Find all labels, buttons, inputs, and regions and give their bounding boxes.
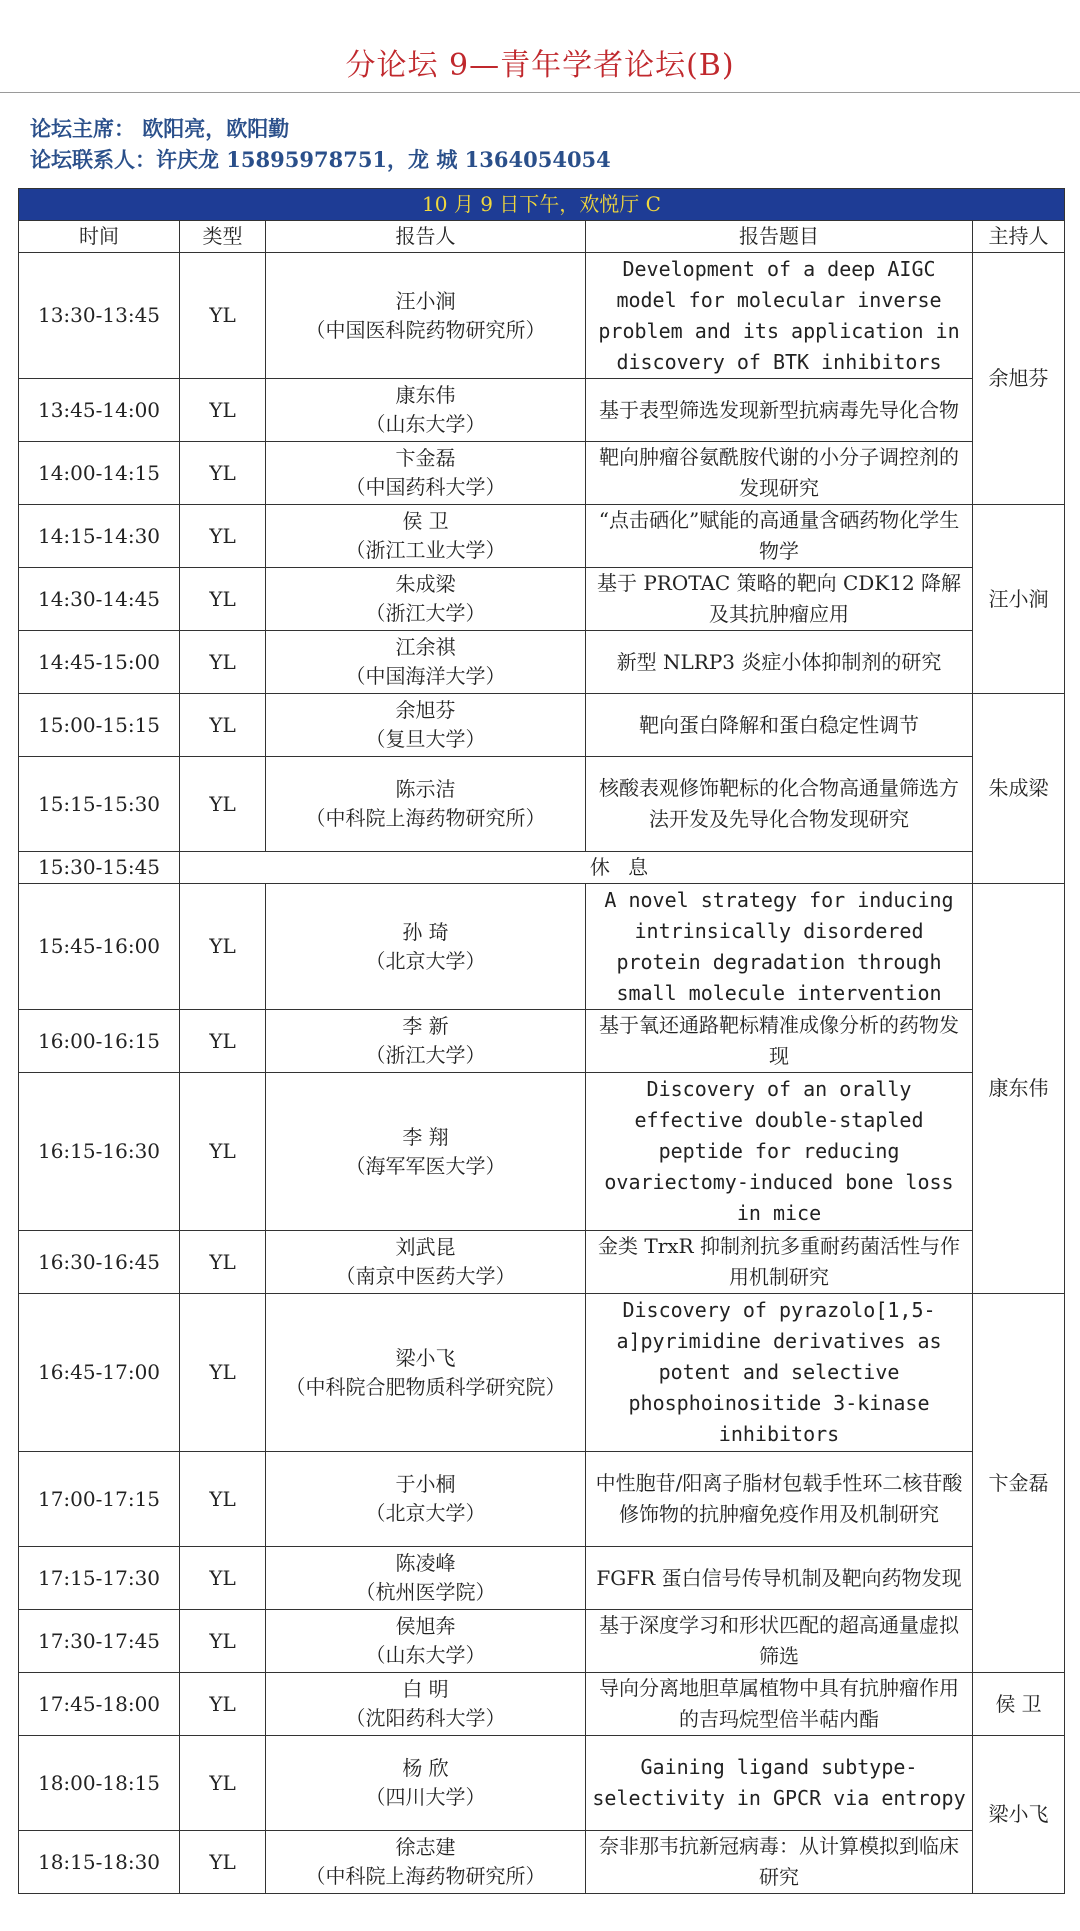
speaker-affiliation: （中科院上海药物研究所） bbox=[305, 806, 546, 830]
speaker-affiliation: （浙江大学） bbox=[365, 1043, 486, 1067]
table-row bbox=[19, 1736, 1065, 1831]
topic-cell: FGFR 蛋白信号传导机制及靶向药物发现 bbox=[586, 1547, 973, 1610]
time-cell: 15:30-15:45 bbox=[19, 852, 180, 884]
speaker-cell bbox=[266, 1231, 586, 1294]
speaker-name: 汪小涧 bbox=[395, 288, 456, 313]
host-cell: 梁小飞 bbox=[973, 1736, 1065, 1894]
speaker-cell bbox=[266, 884, 586, 1010]
speaker-name: 陈示洁 bbox=[395, 777, 456, 801]
time-cell: 17:00-17:15 bbox=[19, 1452, 180, 1547]
type-cell: YL bbox=[180, 1073, 266, 1231]
page-title: 分论坛 9—青年学者论坛(B) bbox=[345, 48, 735, 83]
type-cell: YL bbox=[180, 1673, 266, 1736]
time-cell: 18:00-18:15 bbox=[19, 1736, 180, 1831]
type-cell: YL bbox=[180, 505, 266, 568]
time-cell: 13:45-14:00 bbox=[19, 379, 180, 442]
table-row bbox=[19, 1610, 1065, 1673]
table-row bbox=[19, 568, 1065, 631]
time-cell: 17:30-17:45 bbox=[19, 1610, 180, 1673]
type-cell: YL bbox=[180, 884, 266, 1010]
topic-cell: 核酸表观修饰靶标的化合物高通量筛选方法开发及先导化合物发现研究 bbox=[586, 757, 973, 852]
type-cell: YL bbox=[180, 757, 266, 852]
host-cell: 余旭芬 bbox=[973, 253, 1065, 505]
speaker-name: 孙 琦 bbox=[402, 919, 449, 944]
time-cell: 15:15-15:30 bbox=[19, 757, 180, 852]
speaker-cell bbox=[266, 694, 586, 757]
topic-cell: Gaining ligand subtype-selectivity in GPCR via entropy bbox=[586, 1736, 973, 1831]
speaker-cell bbox=[266, 1294, 586, 1452]
table-row bbox=[19, 1231, 1065, 1294]
time-cell: 14:30-14:45 bbox=[19, 568, 180, 631]
speaker-name: 于小桐 bbox=[395, 1472, 456, 1496]
speaker-name: 李 翔 bbox=[402, 1124, 449, 1149]
host-cell: 卞金磊 bbox=[973, 1294, 1065, 1673]
table-row bbox=[19, 1831, 1065, 1894]
header-speaker: 报告人 bbox=[266, 221, 586, 253]
topic-cell: 基于氧还通路靶标精准成像分析的药物发现 bbox=[586, 1010, 973, 1073]
host-cell: 康东伟 bbox=[973, 884, 1065, 1294]
title-divider bbox=[0, 92, 1080, 93]
speaker-name: 李 新 bbox=[402, 1014, 449, 1038]
topic-cell: A novel strategy for inducing intrinsically disordered protein degradation through small molecule intervention bbox=[586, 884, 973, 1010]
time-cell: 14:45-15:00 bbox=[19, 631, 180, 694]
type-cell: YL bbox=[180, 1294, 266, 1452]
speaker-affiliation: （北京大学） bbox=[365, 948, 486, 973]
table-row bbox=[19, 852, 1065, 884]
type-cell: YL bbox=[180, 1452, 266, 1547]
time-cell: 16:45-17:00 bbox=[19, 1294, 180, 1452]
topic-cell: Development of a deep AIGC model for molecular inverse problem and its application in discovery of BTK inhibitors bbox=[586, 253, 973, 379]
speaker-cell bbox=[266, 568, 586, 631]
speaker-name: 侯旭奔 bbox=[395, 1614, 456, 1638]
speaker-affiliation: （浙江工业大学） bbox=[345, 538, 506, 562]
type-cell: YL bbox=[180, 253, 266, 379]
topic-cell: 基于 PROTAC 策略的靶向 CDK12 降解及其抗肿瘤应用 bbox=[586, 568, 973, 631]
speaker-affiliation: （中科院上海药物研究所） bbox=[305, 1864, 546, 1888]
speaker-name: 刘武昆 bbox=[395, 1235, 456, 1259]
speaker-name: 白 明 bbox=[402, 1677, 449, 1701]
speaker-affiliation: （复旦大学） bbox=[365, 727, 486, 751]
speaker-affiliation: （中科院合肥物质科学研究院） bbox=[285, 1374, 566, 1399]
topic-cell: Discovery of an orally effective double-stapled peptide for reducing ovariectomy-induced bone loss in mice bbox=[586, 1073, 973, 1231]
speaker-name: 卞金磊 bbox=[395, 446, 456, 470]
time-cell: 17:45-18:00 bbox=[19, 1673, 180, 1736]
speaker-affiliation: （北京大学） bbox=[365, 1501, 486, 1525]
table-row bbox=[19, 1010, 1065, 1073]
break-cell: 休 息 bbox=[180, 852, 1065, 884]
speaker-name: 陈凌峰 bbox=[395, 1551, 456, 1575]
topic-cell: 新型 NLRP3 炎症小体抑制剂的研究 bbox=[586, 631, 973, 694]
session-banner: 10 月 9 日下午，欢悦厅 C bbox=[19, 189, 1065, 221]
speaker-cell bbox=[266, 442, 586, 505]
topic-cell: Discovery of pyrazolo[1,5-a]pyrimidine derivatives as potent and selective phosphoinositide 3-kinase inhibitors bbox=[586, 1294, 973, 1452]
speaker-cell bbox=[266, 1073, 586, 1231]
session-banner-row bbox=[19, 189, 1065, 221]
table-row bbox=[19, 1673, 1065, 1736]
type-cell: YL bbox=[180, 1736, 266, 1831]
header-row bbox=[19, 221, 1065, 253]
type-cell: YL bbox=[180, 1010, 266, 1073]
type-cell: YL bbox=[180, 442, 266, 505]
type-cell: YL bbox=[180, 379, 266, 442]
speaker-affiliation: （杭州医学院） bbox=[355, 1580, 496, 1604]
topic-cell: 金类 TrxR 抑制剂抗多重耐药菌活性与作用机制研究 bbox=[586, 1231, 973, 1294]
speaker-cell bbox=[266, 505, 586, 568]
time-cell: 16:00-16:15 bbox=[19, 1010, 180, 1073]
time-cell: 14:15-14:30 bbox=[19, 505, 180, 568]
speaker-cell bbox=[266, 1831, 586, 1894]
speaker-affiliation: （沈阳药科大学） bbox=[345, 1706, 506, 1730]
time-cell: 17:15-17:30 bbox=[19, 1547, 180, 1610]
schedule-body bbox=[19, 253, 1065, 1894]
forum-contacts: 论坛联系人：许庆龙 15895978751，龙 城 1364054054 bbox=[30, 147, 611, 172]
speaker-cell bbox=[266, 1610, 586, 1673]
speaker-affiliation: （浙江大学） bbox=[365, 601, 486, 625]
table-row bbox=[19, 1294, 1065, 1452]
table-row bbox=[19, 631, 1065, 694]
forum-chairs: 论坛主席： 欧阳亮，欧阳勤 bbox=[30, 116, 290, 141]
speaker-cell bbox=[266, 1010, 586, 1073]
table-row bbox=[19, 442, 1065, 505]
topic-cell: 基于深度学习和形状匹配的超高通量虚拟筛选 bbox=[586, 1610, 973, 1673]
type-cell: YL bbox=[180, 1231, 266, 1294]
host-cell: 侯 卫 bbox=[973, 1673, 1065, 1736]
time-cell: 15:00-15:15 bbox=[19, 694, 180, 757]
time-cell: 16:30-16:45 bbox=[19, 1231, 180, 1294]
speaker-affiliation: （中国药科大学） bbox=[345, 475, 506, 499]
speaker-cell bbox=[266, 631, 586, 694]
speaker-affiliation: （山东大学） bbox=[365, 412, 486, 436]
speaker-cell bbox=[266, 1547, 586, 1610]
table-row bbox=[19, 1073, 1065, 1231]
time-cell: 13:30-13:45 bbox=[19, 253, 180, 379]
speaker-cell bbox=[266, 1736, 586, 1831]
speaker-name: 康东伟 bbox=[395, 383, 456, 407]
speaker-affiliation: （海军军医大学） bbox=[345, 1153, 506, 1178]
type-cell: YL bbox=[180, 1610, 266, 1673]
topic-cell: 导向分离地胆草属植物中具有抗肿瘤作用的吉玛烷型倍半萜内酯 bbox=[586, 1673, 973, 1736]
schedule-table bbox=[18, 188, 1065, 1894]
speaker-name: 杨 欣 bbox=[402, 1756, 449, 1780]
topic-cell: 靶向肿瘤谷氨酰胺代谢的小分子调控剂的发现研究 bbox=[586, 442, 973, 505]
speaker-affiliation: （四川大学） bbox=[365, 1785, 486, 1809]
time-cell: 15:45-16:00 bbox=[19, 884, 180, 1010]
speaker-cell bbox=[266, 757, 586, 852]
header-type: 类型 bbox=[180, 221, 266, 253]
speaker-affiliation: （南京中医药大学） bbox=[335, 1264, 516, 1288]
time-cell: 18:15-18:30 bbox=[19, 1831, 180, 1894]
type-cell: YL bbox=[180, 631, 266, 694]
speaker-affiliation: （中国海洋大学） bbox=[345, 664, 506, 688]
table-row bbox=[19, 505, 1065, 568]
speaker-cell bbox=[266, 253, 586, 379]
speaker-affiliation: （山东大学） bbox=[365, 1643, 486, 1667]
speaker-affiliation: （中国医科院药物研究所） bbox=[305, 317, 546, 342]
speaker-cell bbox=[266, 1452, 586, 1547]
type-cell: YL bbox=[180, 1547, 266, 1610]
type-cell: YL bbox=[180, 568, 266, 631]
speaker-name: 余旭芬 bbox=[395, 698, 456, 722]
header-time: 时间 bbox=[19, 221, 180, 253]
header-topic: 报告题目 bbox=[586, 221, 973, 253]
speaker-cell bbox=[266, 1673, 586, 1736]
host-cell: 汪小涧 bbox=[973, 505, 1065, 694]
table-row bbox=[19, 884, 1065, 1010]
table-row bbox=[19, 379, 1065, 442]
topic-cell: 奈非那韦抗新冠病毒：从计算模拟到临床研究 bbox=[586, 1831, 973, 1894]
header-host: 主持人 bbox=[973, 221, 1065, 253]
topic-cell: 靶向蛋白降解和蛋白稳定性调节 bbox=[586, 694, 973, 757]
type-cell: YL bbox=[180, 694, 266, 757]
speaker-cell bbox=[266, 379, 586, 442]
time-cell: 16:15-16:30 bbox=[19, 1073, 180, 1231]
topic-cell: 中性胞苷/阳离子脂材包载手性环二核苷酸修饰物的抗肿瘤免疫作用及机制研究 bbox=[586, 1452, 973, 1547]
speaker-name: 朱成梁 bbox=[395, 572, 456, 596]
table-row bbox=[19, 757, 1065, 852]
table-row bbox=[19, 1547, 1065, 1610]
table-row bbox=[19, 253, 1065, 379]
type-cell: YL bbox=[180, 1831, 266, 1894]
host-cell: 朱成梁 bbox=[973, 694, 1065, 884]
table-row bbox=[19, 694, 1065, 757]
time-cell: 14:00-14:15 bbox=[19, 442, 180, 505]
table-row bbox=[19, 1452, 1065, 1547]
speaker-name: 侯 卫 bbox=[402, 509, 449, 533]
speaker-name: 徐志建 bbox=[395, 1835, 456, 1859]
speaker-name: 江余祺 bbox=[395, 635, 456, 659]
speaker-name: 梁小飞 bbox=[395, 1345, 456, 1370]
topic-cell: “点击硒化”赋能的高通量含硒药物化学生物学 bbox=[586, 505, 973, 568]
topic-cell: 基于表型筛选发现新型抗病毒先导化合物 bbox=[586, 379, 973, 442]
